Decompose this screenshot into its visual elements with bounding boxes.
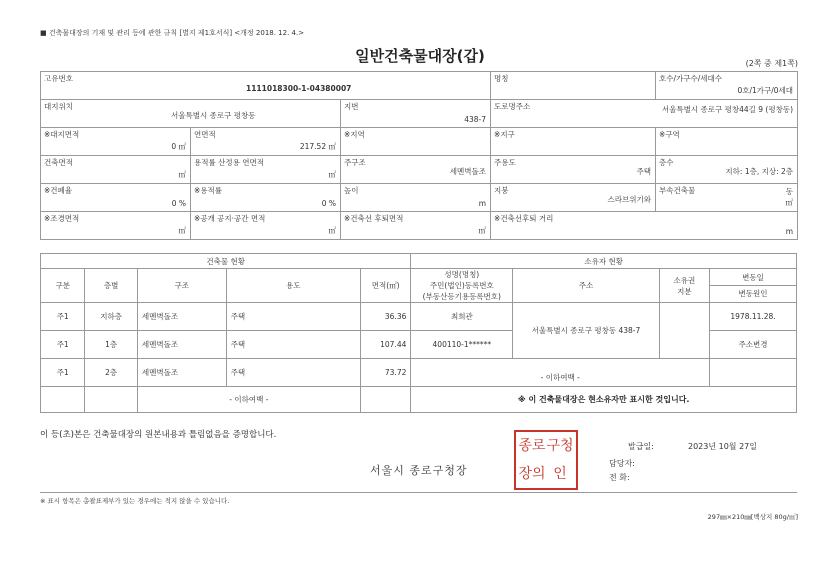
height-value: m <box>478 199 487 208</box>
main-use-label: 주용도 <box>494 158 516 167</box>
name-cell <box>491 72 656 100</box>
structure-value: 세멘벽돌조 <box>449 167 487 176</box>
structure-cell <box>341 156 491 184</box>
far-value: 0 % <box>321 199 336 208</box>
site-label: 대지위치 <box>44 102 73 111</box>
floor-area-label: 연면적 <box>194 130 216 139</box>
site-value: 서울특별시 종로구 평창동 <box>171 111 256 120</box>
bcr-value: 0 % <box>171 199 186 208</box>
certification-text: 이 등(초)본은 건축물대장의 원본내용과 틀림없음을 증명합니다. <box>40 430 277 440</box>
zone-label: ※지역 <box>344 130 365 139</box>
far-area-cell <box>191 156 341 184</box>
owner-address-header: 주소 <box>513 269 659 303</box>
floor-area-cell <box>191 128 341 156</box>
units-cell <box>656 72 798 100</box>
annex-cell <box>656 184 798 212</box>
units-label: 호수/가구수/세대수 <box>659 74 723 83</box>
area-cell <box>656 128 798 156</box>
area-label: ※구역 <box>659 130 680 139</box>
owner-share-header <box>659 269 709 303</box>
owner-share-header-line2: 지분 <box>677 286 692 296</box>
floors-cell <box>656 156 798 184</box>
far-cell <box>191 184 341 212</box>
open-space-value: ㎡ <box>328 226 336 235</box>
road-address-label: 도로명주소 <box>494 102 531 111</box>
official-seal <box>514 430 578 490</box>
owner-name-header-line1: 성명(명칭) <box>444 270 480 279</box>
open-space-label: ※공개 공지·공간 면적 <box>194 214 266 223</box>
owner-status-title: 소유자 현황 <box>411 254 797 269</box>
col-structure-header: 구조 <box>137 269 226 303</box>
structure-label: 주구조 <box>344 158 366 167</box>
far-label: ※용적률 <box>194 186 223 195</box>
owner-address: 서울특별시 종로구 평창동 438-7 <box>513 303 659 359</box>
footnote: ※ 표시 항목은 총괄표제부가 있는 경우에는 적지 않을 수 있습니다. <box>40 497 230 505</box>
issuer-name: 서울시 종로구청장 <box>370 464 468 477</box>
col-area-header: 면적(㎡) <box>360 269 410 303</box>
page-count: (2쪽 중 제1쪽) <box>745 59 798 68</box>
annex-area-value: ㎡ <box>785 198 794 207</box>
far-area-label: 용적률 산정용 연면적 <box>194 158 264 167</box>
row1-structure: 세멘벽돌조 <box>137 303 226 331</box>
owner-share-header-line1: 소유권 <box>673 275 696 285</box>
row2-floor: 1층 <box>85 331 137 359</box>
lot-cell <box>341 100 491 128</box>
owner-name-header-line2: 주민(법인)등록번호 <box>429 281 494 290</box>
unique-number-value: 1111018300-1-04380007 <box>246 84 352 93</box>
units-value: 0호/1가구/0세대 <box>737 86 794 95</box>
status-table <box>40 253 797 413</box>
owner-notice: ※ 이 건축물대장은 현소유자만 표시한 것입니다. <box>411 387 797 413</box>
building-area-label: 건축면적 <box>44 158 73 167</box>
setback-distance-value: m <box>785 227 794 236</box>
building-area-value: ㎡ <box>178 170 186 179</box>
land-area-label: ※대지면적 <box>44 130 80 139</box>
officer-label: 담당자: <box>609 459 635 468</box>
landscape-cell <box>41 212 191 240</box>
owner-end-mark: - 이하여백 - <box>411 359 710 387</box>
district-label: ※지구 <box>494 130 515 139</box>
change-date-header: 변동일 <box>710 270 796 286</box>
floors-label: 층수 <box>659 158 674 167</box>
setback-distance-cell <box>491 212 798 240</box>
col-floor-header: 층별 <box>85 269 137 303</box>
change-date: 1978.11.28. <box>710 303 797 331</box>
setback-area-label: ※건축선 후퇴면적 <box>344 214 404 223</box>
owner-name: 최희관 <box>411 303 513 331</box>
district-cell <box>491 128 656 156</box>
building-area-cell <box>41 156 191 184</box>
row1-floor: 지하층 <box>85 303 137 331</box>
row4-area <box>360 387 410 413</box>
document-title: 일반건축물대장(갑) <box>355 47 485 65</box>
annex-count-value: 동 <box>785 187 794 196</box>
change-reason: 주소변경 <box>710 331 797 359</box>
zone-cell <box>341 128 491 156</box>
land-area-value: 0 ㎡ <box>171 142 186 151</box>
phone-label: 전 화: <box>609 473 630 482</box>
row1-area: 36.36 <box>360 303 410 331</box>
landscape-label: ※조경면적 <box>44 214 80 223</box>
floors-value: 지하: 1층, 지상: 2층 <box>725 167 794 176</box>
owner-name-header <box>411 269 513 303</box>
row2-structure: 세멘벽돌조 <box>137 331 226 359</box>
owner-share <box>659 303 709 359</box>
change-reason-header: 변동원인 <box>738 288 768 298</box>
issue-date-label: 발급일: <box>628 442 654 451</box>
empty-change-cell <box>710 359 797 387</box>
setback-area-value: ㎡ <box>478 226 487 235</box>
landscape-value: ㎡ <box>178 226 186 235</box>
land-area-cell <box>41 128 191 156</box>
setback-area-cell <box>341 212 491 240</box>
unique-number-label: 고유번호 <box>44 74 73 83</box>
seal-char-4: 인 <box>553 466 567 482</box>
open-space-cell <box>191 212 341 240</box>
lot-label: 지번 <box>344 102 359 111</box>
row2-use: 주택 <box>226 331 360 359</box>
floor-area-value: 217.52 ㎡ <box>299 142 336 151</box>
name-label: 명칭 <box>494 74 509 83</box>
lot-value: 438-7 <box>464 115 487 124</box>
row3-structure: 세멘벽돌조 <box>137 359 226 387</box>
paper-size-note: 297㎜×210㎜[백상지 80g/㎡] <box>707 513 798 521</box>
row2-area: 107.44 <box>360 331 410 359</box>
change-header <box>710 269 797 303</box>
footer-divider <box>40 492 797 493</box>
bcr-label: ※건폐율 <box>44 186 73 195</box>
row3-area: 73.72 <box>360 359 410 387</box>
seal-char-3: 장의 <box>518 466 546 482</box>
issue-date-value: 2023년 10월 27일 <box>688 442 757 451</box>
main-use-value: 주택 <box>636 167 652 176</box>
row4-floor <box>85 387 137 413</box>
road-address-cell <box>491 100 798 128</box>
roof-value: 스라브위기와 <box>607 195 652 204</box>
building-end-mark: - 이하여백 - <box>137 387 360 413</box>
row3-use: 주택 <box>226 359 360 387</box>
building-status-title: 건축물 현황 <box>41 254 411 269</box>
summary-table <box>40 71 798 240</box>
far-area-value: ㎡ <box>328 170 336 179</box>
row1-type: 주1 <box>41 303 85 331</box>
row1-use: 주택 <box>226 303 360 331</box>
annex-label: 부속건축물 <box>659 186 696 195</box>
bcr-cell <box>41 184 191 212</box>
roof-cell <box>491 184 656 212</box>
owner-name-header-line3: (부동산등기용등록번호) <box>422 292 501 301</box>
setback-distance-label: ※건축선후퇴 거리 <box>494 214 554 223</box>
seal-char-1: 종로 <box>518 438 546 454</box>
row3-type: 주1 <box>41 359 85 387</box>
site-cell <box>41 100 341 128</box>
row3-floor: 2층 <box>85 359 137 387</box>
row2-type: 주1 <box>41 331 85 359</box>
col-type-header: 구분 <box>41 269 85 303</box>
owner-id: 400110-1****** <box>411 331 513 359</box>
height-label: 높이 <box>344 186 359 195</box>
row4-type <box>41 387 85 413</box>
height-cell <box>341 184 491 212</box>
road-address-value: 서울특별시 종로구 평창44길 9 (평창동) <box>661 105 794 114</box>
col-use-header: 용도 <box>226 269 360 303</box>
form-regulation-note: ■ 건축물대장의 기재 및 관리 등에 관한 규칙 [별지 제1호서식] <개정 2018. 12. 4.> <box>40 29 305 37</box>
roof-label: 지붕 <box>494 186 509 195</box>
unique-number-cell <box>41 72 491 100</box>
main-use-cell <box>491 156 656 184</box>
seal-char-2: 구청 <box>546 438 574 454</box>
